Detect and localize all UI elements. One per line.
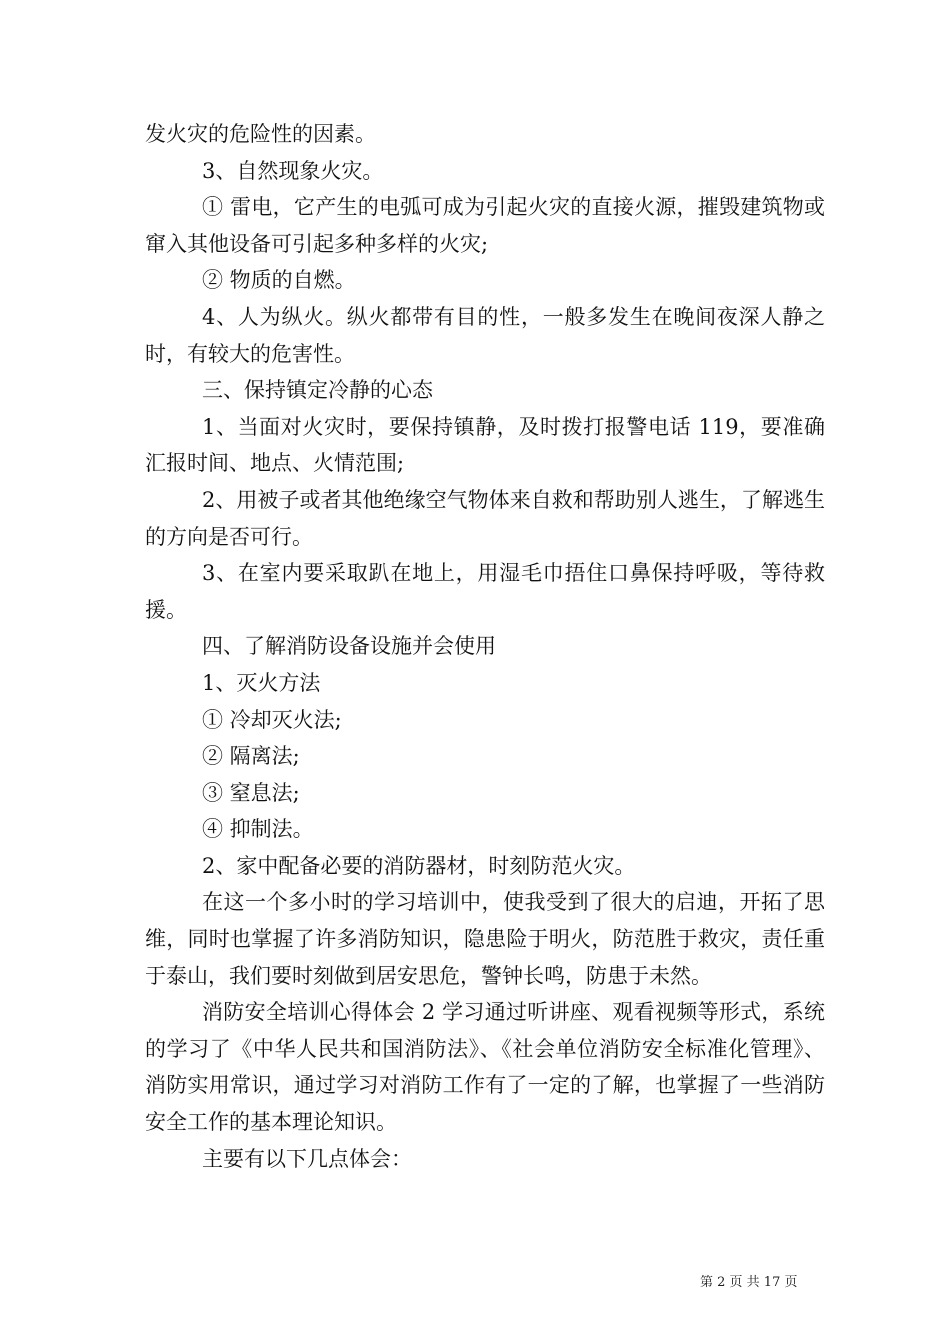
paragraph-9: 3、在室内要采取趴在地上，用湿毛巾捂住口鼻保持呼吸，等待救援。 — [145, 561, 825, 622]
list-item-4: ④ 抑制法。 — [202, 817, 314, 842]
paragraph-2: 3、自然现象火灾。 — [202, 158, 384, 183]
page-number: 第 2 页 共 17 页 — [700, 1275, 798, 1290]
paragraph-11: 1、灭火方法 — [202, 670, 321, 695]
section-heading-4: 四、了解消防设备设施并会使用 — [202, 634, 496, 659]
paragraph-5: 4、人为纵火。纵火都带有目的性，一般多发生在晚间夜深人静之时，有较大的危害性。 — [145, 304, 825, 366]
paragraph-16: 2、家中配备必要的消防器材，时刻防范火灾。 — [202, 853, 636, 878]
paragraph-3: ① 雷电，它产生的电弧可成为引起火灾的直接火源，摧毁建筑物或窜入其他设备可引起多种多样的火灾; — [145, 195, 825, 256]
paragraph-18: 消防安全培训心得体会 2 学习通过听讲座、观看视频等形式，系统的学习了《中华人民共和国消防法》、《社会单位消防安全标准化管理》、消防实用常识，通过学习对消防工作有了一定的了解，也掌握了一些消防安全工作的基本理论知识。 — [145, 1000, 825, 1135]
body-text — [145, 116, 825, 1177]
list-item-1: ① 冷却灭火法; — [202, 707, 342, 732]
paragraph-4: ② 物质的自燃。 — [202, 268, 356, 293]
paragraph-7: 1、当面对火灾时，要保持镇静，及时拨打报警电话 119，要准确汇报时间、地点、火情范围; — [145, 414, 825, 476]
paragraph-19: 主要有以下几点体会： — [202, 1146, 412, 1171]
list-item-2: ② 隔离法; — [202, 744, 300, 769]
paragraph-17: 在这一个多小时的学习培训中，使我受到了很大的启迪，开拓了思维，同时也掌握了许多消防知识，隐患险于明火，防范胜于救灾，责任重于泰山，我们要时刻做到居安思危，警钟长鸣，防患于未然。 — [145, 890, 825, 988]
list-item-3: ③ 窒息法; — [202, 780, 300, 805]
paragraph-8: 2、用被子或者其他绝缘空气物体来自救和帮助别人逃生，了解逃生的方向是否可行。 — [145, 487, 825, 549]
paragraph-1: 发火灾的危险性的因素。 — [145, 122, 376, 146]
section-heading-3: 三、保持镇定冷静的心态 — [202, 378, 433, 403]
